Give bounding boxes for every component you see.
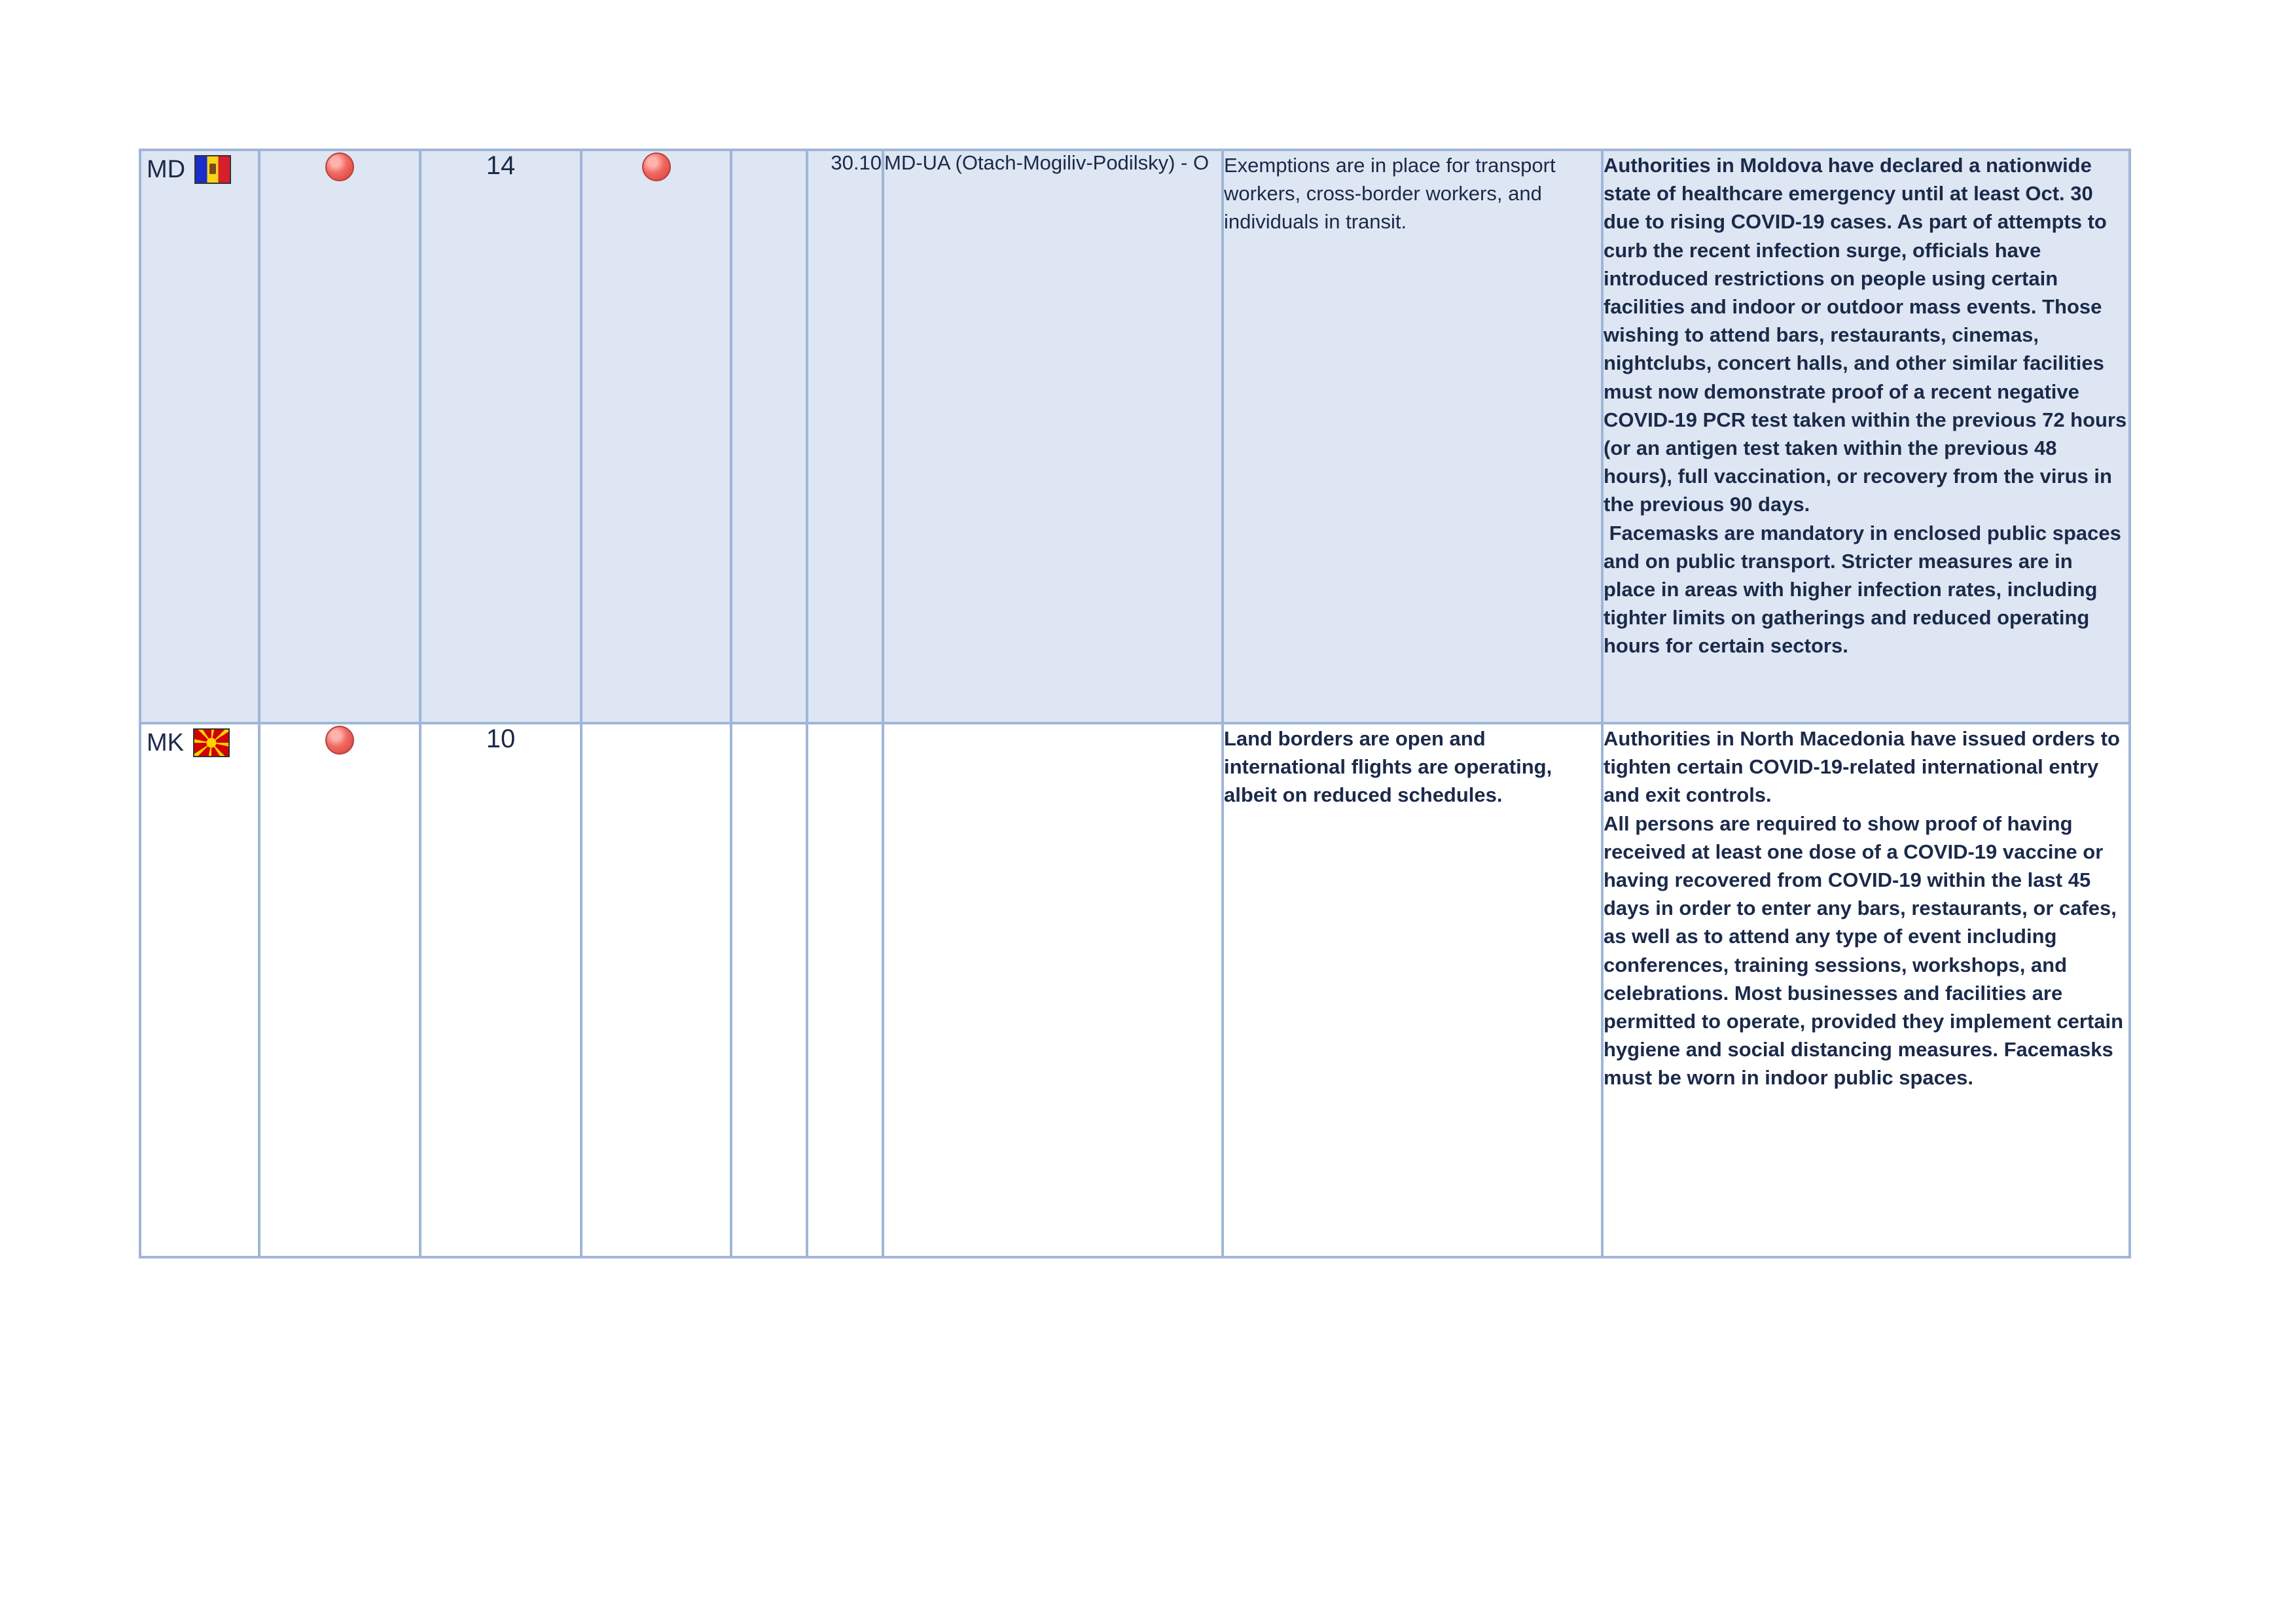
status-cell xyxy=(259,150,420,723)
north-macedonia-flag-icon xyxy=(193,728,230,757)
notes-paragraph: All persons are required to show proof of having received at least one dose of a COVID-19 vaccine or having recovered from COVID-19 within the last 45 days in order to enter any bars, restaurants, or cafes, as well as to attend any type of event including conferences, training sessions, workshops, and celebrations. Most businesses and facilities are permitted to operate, provided they implement certain hygiene and social distancing measures. Facemasks must be worn in indoor public spaces. xyxy=(1604,812,2129,1090)
red-status-icon xyxy=(325,726,354,755)
status-cell xyxy=(259,723,420,1257)
country-cell xyxy=(140,150,259,723)
exemptions-cell: Exemptions are in place for transport workers, cross-border workers, and individuals in transit. xyxy=(1223,150,1602,723)
date-cell: 30.10 xyxy=(807,150,883,723)
date-cell xyxy=(807,723,883,1257)
table-row xyxy=(140,723,2130,1257)
empty-cell xyxy=(731,723,807,1257)
number-cell: 14 xyxy=(420,150,581,723)
country-code: MD xyxy=(147,155,186,183)
exemptions-cell: Land borders are open and international flights are operating, albeit on reduced schedules. xyxy=(1223,723,1602,1257)
country-restrictions-table xyxy=(139,149,2131,1258)
status-cell xyxy=(581,150,731,723)
notes-paragraph: Authorities in North Macedonia have issued orders to tighten certain COVID-19-related international entry and exit controls. xyxy=(1604,727,2126,807)
notes-paragraph: Facemasks are mandatory in enclosed public spaces and on public transport. Stricter measures are in place in areas with higher infection rates, including tighter limits on gatherings and reduced operating hours for certain sectors. xyxy=(1604,521,2127,658)
table-row xyxy=(140,150,2130,723)
empty-cell xyxy=(581,723,731,1257)
notes-cell xyxy=(1602,723,2130,1257)
border-crossing-cell: MD-UA (Otach-Mogiliv-Podilsky) - O xyxy=(883,150,1223,723)
number-cell: 10 xyxy=(420,723,581,1257)
moldova-flag-icon xyxy=(194,155,231,184)
empty-cell xyxy=(731,150,807,723)
notes-cell xyxy=(1602,150,2130,723)
country-code: MK xyxy=(147,728,184,757)
red-status-icon xyxy=(642,152,671,181)
notes-paragraph: Authorities in Moldova have declared a nationwide state of healthcare emergency until at least Oct. 30 due to rising COVID-19 cases. As part of attempts to curb the recent infection surge, officials have introduced restrictions on people using certain facilities and indoor or outdoor mass events. Those wishing to attend bars, restaurants, cinemas, nightclubs, concert halls, and other similar facilities must now demonstrate proof of a recent negative COVID-19 PCR test taken within the previous 72 hours (or an antigen test taken within the previous 48 hours), full vaccination, or recovery from the virus in the previous 90 days. xyxy=(1604,154,2132,516)
border-crossing-cell xyxy=(883,723,1223,1257)
red-status-icon xyxy=(325,152,354,181)
country-cell xyxy=(140,723,259,1257)
